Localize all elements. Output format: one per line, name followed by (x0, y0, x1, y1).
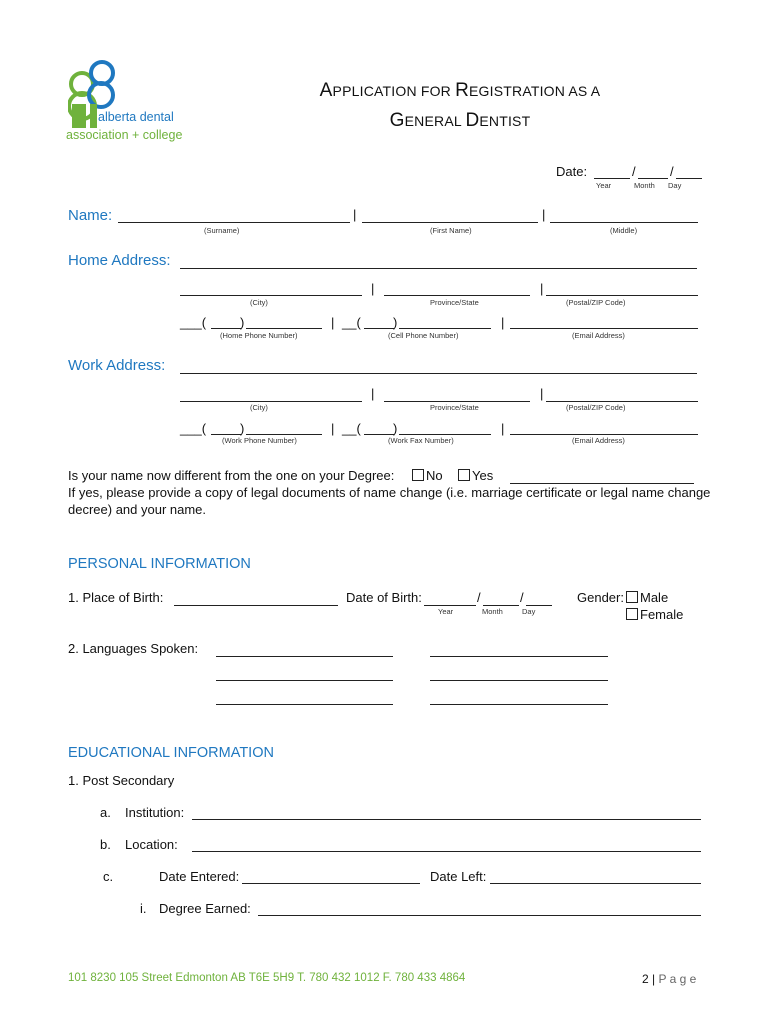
date-entered-field[interactable] (242, 883, 420, 884)
middle-name-field[interactable] (550, 222, 698, 223)
dob-year-caption: Year (438, 607, 454, 616)
work-email-field[interactable] (510, 434, 698, 435)
work-phone-close: ) (240, 421, 245, 436)
degree-field[interactable] (258, 915, 701, 916)
language-field-3[interactable] (216, 680, 393, 681)
footer-address: 101 8230 105 Street Edmonton AB T6E 5H9 T. 780 432 1012 F. 780 433 4864 (68, 972, 466, 984)
middle-name-caption: (Middle) (610, 226, 638, 235)
home-city-field[interactable] (180, 295, 362, 296)
logo (66, 60, 196, 152)
location-field[interactable] (192, 851, 701, 852)
personal-heading: PERSONAL INFORMATION (68, 556, 251, 572)
date-sep-2: / (670, 164, 674, 179)
language-field-6[interactable] (430, 704, 608, 705)
home-province-field[interactable] (384, 295, 530, 296)
location-label: Location: (125, 837, 178, 852)
name-sep-1: | (353, 207, 357, 222)
date-left-field[interactable] (490, 883, 701, 884)
female-checkbox[interactable] (626, 608, 638, 620)
cell-phone-caption: (Cell Phone Number) (388, 331, 459, 340)
work-province-caption: Province/State (430, 403, 479, 412)
surname-field[interactable] (118, 222, 350, 223)
date-left-label: Date Left: (430, 869, 487, 884)
work-postal-caption: (Postal/ZIP Code) (566, 403, 626, 412)
cell-phone-close: ) (393, 315, 398, 330)
dob-label: Date of Birth: (346, 590, 422, 605)
name-sep-2: | (542, 207, 546, 222)
name-label: Name: (68, 207, 113, 224)
cell-phone-field[interactable] (399, 328, 491, 329)
date-label: Date: (556, 164, 588, 179)
work-fax-area-field[interactable] (364, 434, 394, 435)
place-of-birth-label: 1. Place of Birth: (68, 590, 164, 605)
date-day-field[interactable] (676, 178, 702, 179)
name-change-question: Is your name now different from the one on your Degree: (68, 468, 395, 483)
institution-label: Institution: (125, 805, 185, 820)
degree-marker: i. (140, 901, 147, 916)
work-phone-field[interactable] (246, 434, 322, 435)
institution-field[interactable] (192, 819, 701, 820)
home-postal-caption: (Postal/ZIP Code) (566, 298, 626, 307)
work-postal-field[interactable] (546, 401, 698, 402)
logo-line1: alberta dental (98, 110, 174, 124)
education-heading: EDUCATIONAL INFORMATION (68, 745, 274, 761)
work-sep-4: | (501, 421, 505, 436)
home-city-caption: (City) (250, 298, 268, 307)
work-fax-prefix: __( (342, 421, 361, 436)
home-sep-4: | (501, 315, 505, 330)
home-sep-3: | (331, 315, 335, 330)
page-title-line2: GENERAL DENTIST (389, 110, 531, 131)
dob-month-field[interactable] (483, 605, 519, 606)
name-change-no[interactable]: No (412, 468, 443, 483)
dob-month-caption: Month (482, 607, 503, 616)
language-field-5[interactable] (216, 704, 393, 705)
page-title: APPLICATION FOR REGISTRATION AS A (319, 80, 601, 101)
date-sep-1: / (632, 164, 636, 179)
dob-day-field[interactable] (526, 605, 552, 606)
post-secondary-label: 1. Post Secondary (68, 773, 175, 788)
first-name-caption: (First Name) (430, 226, 472, 235)
male-checkbox[interactable] (626, 591, 638, 603)
languages-label: 2. Languages Spoken: (68, 641, 199, 656)
home-phone-prefix: ___( (180, 315, 207, 330)
institution-marker: a. (100, 805, 111, 820)
place-of-birth-field[interactable] (174, 605, 338, 606)
dob-sep-2: / (520, 590, 524, 605)
date-year-field[interactable] (594, 178, 630, 179)
home-province-caption: Province/State (430, 298, 479, 307)
home-sep-2: | (540, 281, 544, 296)
work-address-label: Work Address: (68, 357, 166, 374)
gender-female[interactable]: Female (626, 607, 683, 622)
gender-label: Gender: (577, 590, 624, 605)
home-street-field[interactable] (180, 268, 697, 269)
work-province-field[interactable] (384, 401, 530, 402)
surname-caption: (Surname) (204, 226, 240, 235)
work-city-field[interactable] (180, 401, 362, 402)
work-fax-field[interactable] (399, 434, 491, 435)
home-phone-caption: (Home Phone Number) (220, 331, 298, 340)
work-fax-caption: (Work Fax Number) (388, 436, 454, 445)
home-email-field[interactable] (510, 328, 698, 329)
dob-sep-1: / (477, 590, 481, 605)
work-fax-close: ) (393, 421, 398, 436)
date-month-caption: Month (634, 181, 655, 190)
cell-phone-area-field[interactable] (364, 328, 394, 329)
work-sep-3: | (331, 421, 335, 436)
dob-year-field[interactable] (424, 605, 476, 606)
name-change-instructions-2: decree) and your name. (68, 502, 207, 517)
work-sep-1: | (371, 386, 375, 401)
dob-day-caption: Day (522, 607, 536, 616)
degree-label: Degree Earned: (159, 901, 251, 916)
dates-marker: c. (103, 869, 114, 884)
name-change-instructions-1: If yes, please provide a copy of legal documents of name change (i.e. marriage certificate or legal name change (68, 485, 711, 500)
language-field-4[interactable] (430, 680, 608, 681)
home-email-caption: (Email Address) (572, 331, 625, 340)
gender-male[interactable]: Male (626, 590, 668, 605)
date-year-caption: Year (596, 181, 612, 190)
yes-checkbox[interactable] (458, 469, 470, 481)
date-day-caption: Day (668, 181, 682, 190)
work-email-caption: (Email Address) (572, 436, 625, 445)
work-sep-2: | (540, 386, 544, 401)
work-phone-caption: (Work Phone Number) (222, 436, 297, 445)
language-field-1[interactable] (216, 656, 393, 657)
name-change-yes[interactable]: Yes (458, 468, 493, 483)
date-entered-label: Date Entered: (159, 869, 240, 884)
work-phone-area-field[interactable] (211, 434, 241, 435)
no-checkbox[interactable] (412, 469, 424, 481)
location-marker: b. (100, 837, 111, 852)
home-phone-close: ) (240, 315, 245, 330)
page-number: 2 | P a g e (642, 972, 697, 986)
home-address-label: Home Address: (68, 252, 171, 269)
home-phone-field[interactable] (246, 328, 322, 329)
logo-line2: association + college (66, 128, 183, 142)
home-sep-1: | (371, 281, 375, 296)
work-city-caption: (City) (250, 403, 268, 412)
cell-phone-prefix: __( (342, 315, 361, 330)
home-postal-field[interactable] (546, 295, 698, 296)
name-change-field[interactable] (510, 483, 694, 484)
language-field-2[interactable] (430, 656, 608, 657)
work-phone-prefix: ___( (180, 421, 207, 436)
work-street-field[interactable] (180, 373, 697, 374)
date-month-field[interactable] (638, 178, 668, 179)
home-phone-area-field[interactable] (211, 328, 241, 329)
first-name-field[interactable] (362, 222, 538, 223)
